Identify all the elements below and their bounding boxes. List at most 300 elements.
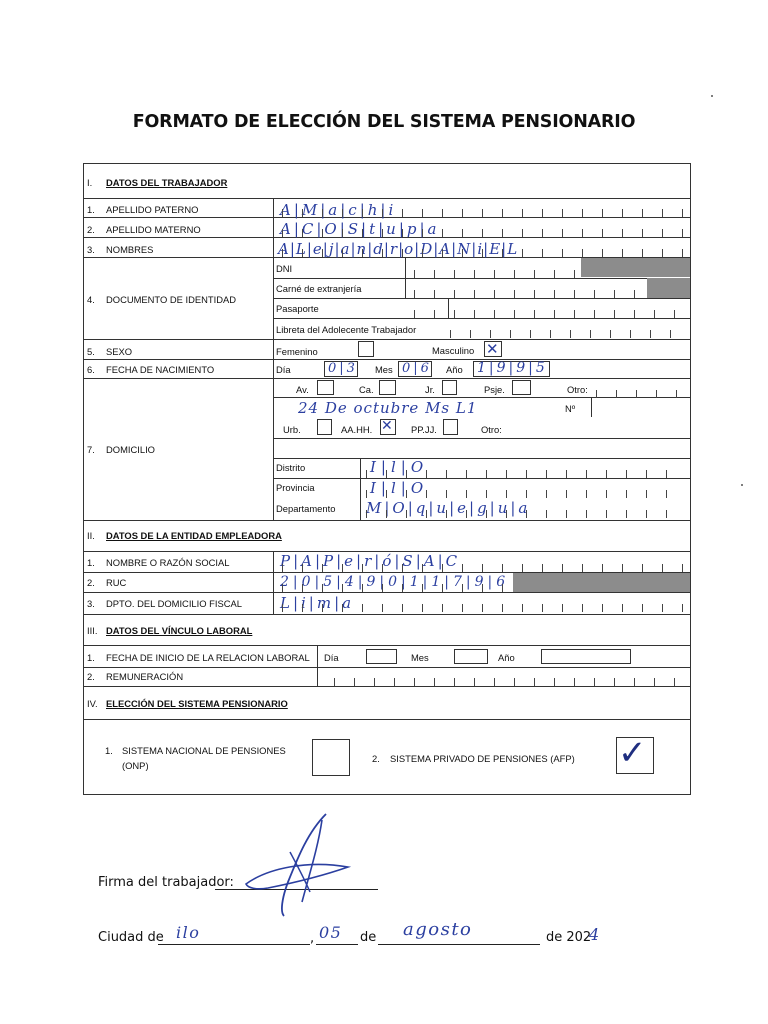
signature-scribble	[238, 812, 358, 922]
cell-tick	[574, 310, 575, 318]
cell-tick	[656, 390, 657, 398]
cell-tick	[642, 249, 643, 257]
cell-tick	[614, 678, 615, 686]
cell-tick	[434, 678, 435, 686]
cell-tick	[602, 209, 603, 217]
cell-tick	[466, 510, 467, 518]
cell-tick	[282, 249, 283, 257]
cell-tick	[282, 604, 283, 612]
cell-tick	[422, 604, 423, 612]
cell-tick	[414, 290, 415, 298]
pension-form	[83, 163, 691, 795]
via-ca-label: Ca.	[359, 384, 374, 395]
cell-tick	[530, 330, 531, 338]
doc-option-dni[interactable]: DNI	[276, 263, 293, 274]
cell-tick	[582, 229, 583, 237]
inicio-mes-label: Mes	[411, 652, 429, 663]
cell-tick	[642, 564, 643, 572]
cell-tick	[662, 209, 663, 217]
onp-abbrev: (ONP)	[122, 760, 149, 771]
ruc-label: RUC	[106, 577, 127, 588]
departamento-label: Departamento	[276, 503, 336, 514]
cell-tick	[542, 249, 543, 257]
onp-number: 1.	[105, 745, 113, 756]
cell-tick	[402, 584, 403, 592]
cell-tick	[322, 584, 323, 592]
cell-tick	[382, 564, 383, 572]
cell-tick	[462, 209, 463, 217]
cell-tick	[422, 229, 423, 237]
cell-tick	[546, 470, 547, 478]
section-3-number: III.	[87, 625, 98, 636]
cell-tick	[422, 564, 423, 572]
cell-tick	[566, 510, 567, 518]
cell-tick	[602, 564, 603, 572]
cell-tick	[682, 564, 683, 572]
cell-tick	[542, 209, 543, 217]
cell-tick	[490, 330, 491, 338]
dpto-fiscal-value[interactable]: L|i|m|a	[280, 594, 355, 612]
cell-tick	[534, 678, 535, 686]
cell-tick	[634, 310, 635, 318]
ciudad-value[interactable]: ilo	[176, 923, 201, 942]
cell-tick	[522, 564, 523, 572]
cell-tick	[302, 249, 303, 257]
cell-tick	[582, 564, 583, 572]
remuneracion-label: REMUNERACIÓN	[106, 671, 184, 682]
cell-tick	[502, 604, 503, 612]
cell-tick	[482, 209, 483, 217]
cell-tick	[546, 490, 547, 498]
onp-checkbox[interactable]	[312, 739, 350, 776]
cell-tick	[302, 229, 303, 237]
anio-label: Año	[446, 364, 463, 375]
cell-tick	[282, 584, 283, 592]
cell-tick	[506, 470, 507, 478]
inicio-dia-box[interactable]	[366, 649, 397, 664]
dpto-fiscal-label: DPTO. DEL DOMICILIO FISCAL	[106, 598, 242, 609]
cell-tick	[426, 470, 427, 478]
cell-tick	[654, 310, 655, 318]
femenino-checkbox[interactable]	[358, 341, 374, 357]
cell-tick	[526, 490, 527, 498]
cell-tick	[682, 209, 683, 217]
cell-tick	[474, 290, 475, 298]
cell-tick	[486, 470, 487, 478]
cell-tick	[674, 678, 675, 686]
cell-tick	[362, 249, 363, 257]
cell-tick	[494, 270, 495, 278]
cell-tick	[602, 229, 603, 237]
mes-firma-value[interactable]: agosto	[403, 919, 473, 940]
fecha-nacimiento-label: FECHA DE NACIMIENTO	[106, 364, 215, 375]
cell-tick	[594, 310, 595, 318]
via-jr-checkbox[interactable]	[442, 380, 457, 395]
via-av-checkbox[interactable]	[317, 380, 334, 395]
cell-tick	[522, 209, 523, 217]
cell-tick	[562, 604, 563, 612]
cell-tick	[282, 209, 283, 217]
section-4-header: ELECCIÓN DEL SISTEMA PENSIONARIO	[106, 698, 288, 709]
row-number: 2.	[87, 671, 95, 682]
cell-tick	[662, 604, 663, 612]
cell-tick	[682, 229, 683, 237]
cell-tick	[282, 229, 283, 237]
cell-tick	[626, 490, 627, 498]
cell-tick	[382, 584, 383, 592]
cell-tick	[666, 490, 667, 498]
cell-tick	[454, 270, 455, 278]
cell-tick	[586, 510, 587, 518]
cell-tick	[554, 310, 555, 318]
cell-tick	[602, 604, 603, 612]
zona-urb-checkbox[interactable]	[317, 419, 332, 435]
cell-tick	[462, 564, 463, 572]
cell-tick	[482, 584, 483, 592]
cell-tick	[614, 290, 615, 298]
zona-urb-label: Urb.	[283, 424, 301, 435]
cell-tick	[502, 229, 503, 237]
address-value[interactable]: 24 De octubre Ms L1	[298, 399, 478, 417]
zona-otro-label: Otro:	[481, 424, 502, 435]
cell-tick	[542, 564, 543, 572]
apellido-materno-label: APELLIDO MATERNO	[106, 224, 201, 235]
cell-tick	[454, 310, 455, 318]
cell-tick	[654, 678, 655, 686]
cell-tick	[414, 678, 415, 686]
cell-tick	[514, 270, 515, 278]
distrito-value[interactable]: I|l|O	[370, 458, 429, 476]
masculino-label: Masculino	[432, 345, 475, 356]
anio-digit-value[interactable]: 4	[589, 925, 601, 944]
via-jr-label: Jr.	[425, 384, 435, 395]
cell-tick	[670, 330, 671, 338]
afp-label: SISTEMA PRIVADO DE PENSIONES (AFP)	[390, 753, 575, 764]
de-anio-label: de 202	[546, 930, 592, 945]
cell-tick	[574, 270, 575, 278]
cell-tick	[586, 470, 587, 478]
razon-social-value[interactable]: P|A|P|e|r|ó|S|A|C	[280, 552, 461, 570]
cell-tick	[514, 310, 515, 318]
firma-label: Firma del trabajador:	[98, 875, 234, 890]
apellido-paterno-value[interactable]: A|M|a|c|h|i	[280, 201, 397, 219]
scan-speck	[711, 95, 713, 97]
cell-tick	[342, 604, 343, 612]
cell-tick	[434, 310, 435, 318]
cell-tick	[442, 229, 443, 237]
via-otro-label: Otro:	[567, 384, 588, 395]
cell-tick	[442, 249, 443, 257]
cell-tick	[474, 678, 475, 686]
cell-tick	[366, 470, 367, 478]
cell-tick	[494, 310, 495, 318]
cell-tick	[562, 209, 563, 217]
row-number: 5.	[87, 346, 95, 357]
cell-tick	[406, 510, 407, 518]
masculino-mark: ✕	[486, 340, 501, 358]
cell-tick	[446, 490, 447, 498]
cell-tick	[482, 229, 483, 237]
cell-tick	[626, 470, 627, 478]
cell-tick	[482, 564, 483, 572]
cell-tick	[362, 584, 363, 592]
cell-tick	[382, 229, 383, 237]
cell-tick	[646, 470, 647, 478]
row-number: 6.	[87, 364, 95, 375]
cell-tick	[610, 330, 611, 338]
razon-social-label: NOMBRE O RAZÓN SOCIAL	[106, 557, 230, 568]
cell-tick	[596, 390, 597, 398]
cell-tick	[642, 604, 643, 612]
cell-tick	[402, 604, 403, 612]
nombres-value[interactable]: A|L|e|j|a|n|d|r|o|D|A|N|i|E|L	[278, 240, 519, 258]
cell-tick	[522, 249, 523, 257]
cell-tick	[606, 470, 607, 478]
cell-tick	[366, 490, 367, 498]
cell-tick	[622, 249, 623, 257]
cell-tick	[514, 678, 515, 686]
cell-tick	[594, 290, 595, 298]
doc-option-pasaporte[interactable]: Pasaporte	[276, 303, 319, 314]
cell-tick	[502, 584, 503, 592]
cell-tick	[682, 249, 683, 257]
cell-tick	[422, 209, 423, 217]
doc-option-carne[interactable]: Carné de extranjería	[276, 283, 362, 294]
via-ca-checkbox[interactable]	[379, 380, 396, 395]
cell-tick	[414, 270, 415, 278]
afp-mark: ✓	[618, 733, 648, 773]
doc-option-libreta[interactable]: Libreta del Adolecente Trabajador	[276, 324, 417, 335]
cell-tick	[546, 510, 547, 518]
cell-tick	[554, 290, 555, 298]
row-number: 1.	[87, 557, 95, 568]
cell-tick	[394, 678, 395, 686]
documento-label: DOCUMENTO DE IDENTIDAD	[106, 294, 237, 305]
cell-tick	[666, 510, 667, 518]
dia-firma-value[interactable]: 05	[319, 923, 343, 942]
cell-tick	[616, 390, 617, 398]
cell-tick	[322, 229, 323, 237]
cell-tick	[322, 604, 323, 612]
cell-tick	[334, 678, 335, 686]
provincia-value[interactable]: I|l|O	[370, 479, 429, 497]
onp-label: SISTEMA NACIONAL DE PENSIONES	[122, 745, 286, 756]
cell-tick	[474, 270, 475, 278]
comma: ,	[310, 931, 315, 946]
cell-tick	[506, 490, 507, 498]
cell-tick	[362, 604, 363, 612]
row-number: 3.	[87, 244, 95, 255]
row-number: 2.	[87, 224, 95, 235]
cell-tick	[622, 229, 623, 237]
afp-number: 2.	[372, 753, 380, 764]
provincia-label: Provincia	[276, 482, 315, 493]
cell-tick	[302, 584, 303, 592]
cell-tick	[462, 229, 463, 237]
cell-tick	[574, 290, 575, 298]
cell-tick	[502, 209, 503, 217]
cell-tick	[386, 490, 387, 498]
cell-tick	[302, 604, 303, 612]
cell-tick	[442, 564, 443, 572]
cell-tick	[574, 678, 575, 686]
cell-tick	[422, 249, 423, 257]
cell-tick	[402, 229, 403, 237]
cell-tick	[442, 209, 443, 217]
cell-tick	[582, 249, 583, 257]
departamento-value[interactable]: M|O|q|u|e|g|u|a	[366, 499, 531, 517]
cell-tick	[434, 270, 435, 278]
dia-value: 0|3	[328, 361, 358, 376]
row-number: 3.	[87, 598, 95, 609]
cell-tick	[402, 564, 403, 572]
cell-tick	[386, 470, 387, 478]
cell-tick	[426, 490, 427, 498]
cell-tick	[634, 290, 635, 298]
cell-tick	[534, 310, 535, 318]
cell-tick	[582, 209, 583, 217]
cell-tick	[362, 209, 363, 217]
cell-tick	[542, 604, 543, 612]
via-psje-label: Psje.	[484, 384, 505, 395]
numero-label: Nº	[565, 403, 576, 414]
cell-tick	[634, 678, 635, 686]
cell-tick	[646, 490, 647, 498]
cell-tick	[526, 470, 527, 478]
cell-tick	[602, 249, 603, 257]
cell-tick	[434, 290, 435, 298]
cell-tick	[526, 510, 527, 518]
cell-tick	[382, 209, 383, 217]
scan-speck	[741, 484, 743, 486]
cell-tick	[342, 564, 343, 572]
cell-tick	[562, 249, 563, 257]
cell-tick	[482, 249, 483, 257]
inicio-anio-box[interactable]	[541, 649, 631, 664]
cell-tick	[466, 470, 467, 478]
cell-tick	[562, 229, 563, 237]
cell-tick	[642, 229, 643, 237]
row-number: 2.	[87, 577, 95, 588]
cell-tick	[382, 604, 383, 612]
mes-value: 0|6	[402, 361, 432, 376]
cell-tick	[510, 330, 511, 338]
cell-tick	[570, 330, 571, 338]
cell-tick	[362, 564, 363, 572]
anio-value: 1|9|9|5	[477, 360, 548, 376]
cell-tick	[470, 330, 471, 338]
cell-tick	[662, 564, 663, 572]
cell-tick	[662, 229, 663, 237]
cell-tick	[666, 470, 667, 478]
cell-tick	[662, 249, 663, 257]
zona-aahh-mark: ✕	[381, 418, 395, 434]
cell-tick	[446, 470, 447, 478]
cell-tick	[422, 584, 423, 592]
cell-tick	[282, 564, 283, 572]
cell-tick	[442, 604, 443, 612]
cell-tick	[502, 249, 503, 257]
section-2-number: II.	[87, 530, 95, 541]
domicilio-label: DOMICILIO	[106, 444, 155, 455]
cell-tick	[582, 604, 583, 612]
form-title: FORMATO DE ELECCIÓN DEL SISTEMA PENSIONARIO	[132, 112, 636, 132]
cell-tick	[542, 229, 543, 237]
section-2-header: DATOS DE LA ENTIDAD EMPLEADORA	[106, 530, 282, 541]
cell-tick	[354, 678, 355, 686]
cell-tick	[402, 209, 403, 217]
inicio-mes-box[interactable]	[454, 649, 488, 664]
cell-tick	[606, 490, 607, 498]
cell-tick	[622, 564, 623, 572]
cell-tick	[462, 604, 463, 612]
cell-tick	[676, 390, 677, 398]
femenino-label: Femenino	[276, 346, 318, 357]
zona-ppjj-label: PP.JJ.	[411, 424, 437, 435]
cell-tick	[554, 678, 555, 686]
cell-tick	[342, 229, 343, 237]
cell-tick	[322, 249, 323, 257]
cell-tick	[454, 290, 455, 298]
cell-tick	[414, 310, 415, 318]
cell-tick	[626, 510, 627, 518]
cell-tick	[446, 510, 447, 518]
cell-tick	[514, 290, 515, 298]
cell-tick	[622, 209, 623, 217]
cell-tick	[550, 330, 551, 338]
cell-tick	[462, 249, 463, 257]
ruc-value[interactable]: 2|0|5|4|9|0|1|1|7|9|6	[280, 574, 510, 590]
cell-tick	[302, 209, 303, 217]
cell-tick	[474, 310, 475, 318]
apellido-materno-value[interactable]: A|C|O|S|t|u|p|a	[280, 220, 440, 238]
cell-tick	[630, 330, 631, 338]
zona-ppjj-checkbox[interactable]	[443, 419, 458, 435]
cell-tick	[566, 470, 567, 478]
via-psje-checkbox[interactable]	[512, 380, 531, 395]
cell-tick	[554, 270, 555, 278]
cell-tick	[650, 330, 651, 338]
apellido-paterno-label: APELLIDO PATERNO	[106, 204, 199, 215]
cell-tick	[322, 564, 323, 572]
cell-tick	[646, 510, 647, 518]
row-number: 7.	[87, 444, 95, 455]
cell-tick	[494, 290, 495, 298]
cell-tick	[522, 604, 523, 612]
row-number: 1.	[87, 652, 95, 663]
cell-tick	[606, 510, 607, 518]
cell-tick	[534, 290, 535, 298]
cell-tick	[562, 564, 563, 572]
section-3-header: DATOS DEL VÍNCULO LABORAL	[106, 625, 253, 636]
cell-tick	[406, 470, 407, 478]
cell-tick	[506, 510, 507, 518]
cell-tick	[342, 584, 343, 592]
cell-tick	[486, 490, 487, 498]
cell-tick	[482, 604, 483, 612]
cell-tick	[486, 510, 487, 518]
cell-tick	[302, 564, 303, 572]
cell-tick	[590, 330, 591, 338]
via-av-label: Av.	[296, 384, 309, 395]
ciudad-label: Ciudad de	[98, 930, 164, 945]
dia-label: Día	[276, 364, 291, 375]
section-1-number: I.	[87, 177, 93, 188]
cell-tick	[450, 330, 451, 338]
cell-tick	[426, 510, 427, 518]
cell-tick	[454, 678, 455, 686]
cell-tick	[674, 310, 675, 318]
